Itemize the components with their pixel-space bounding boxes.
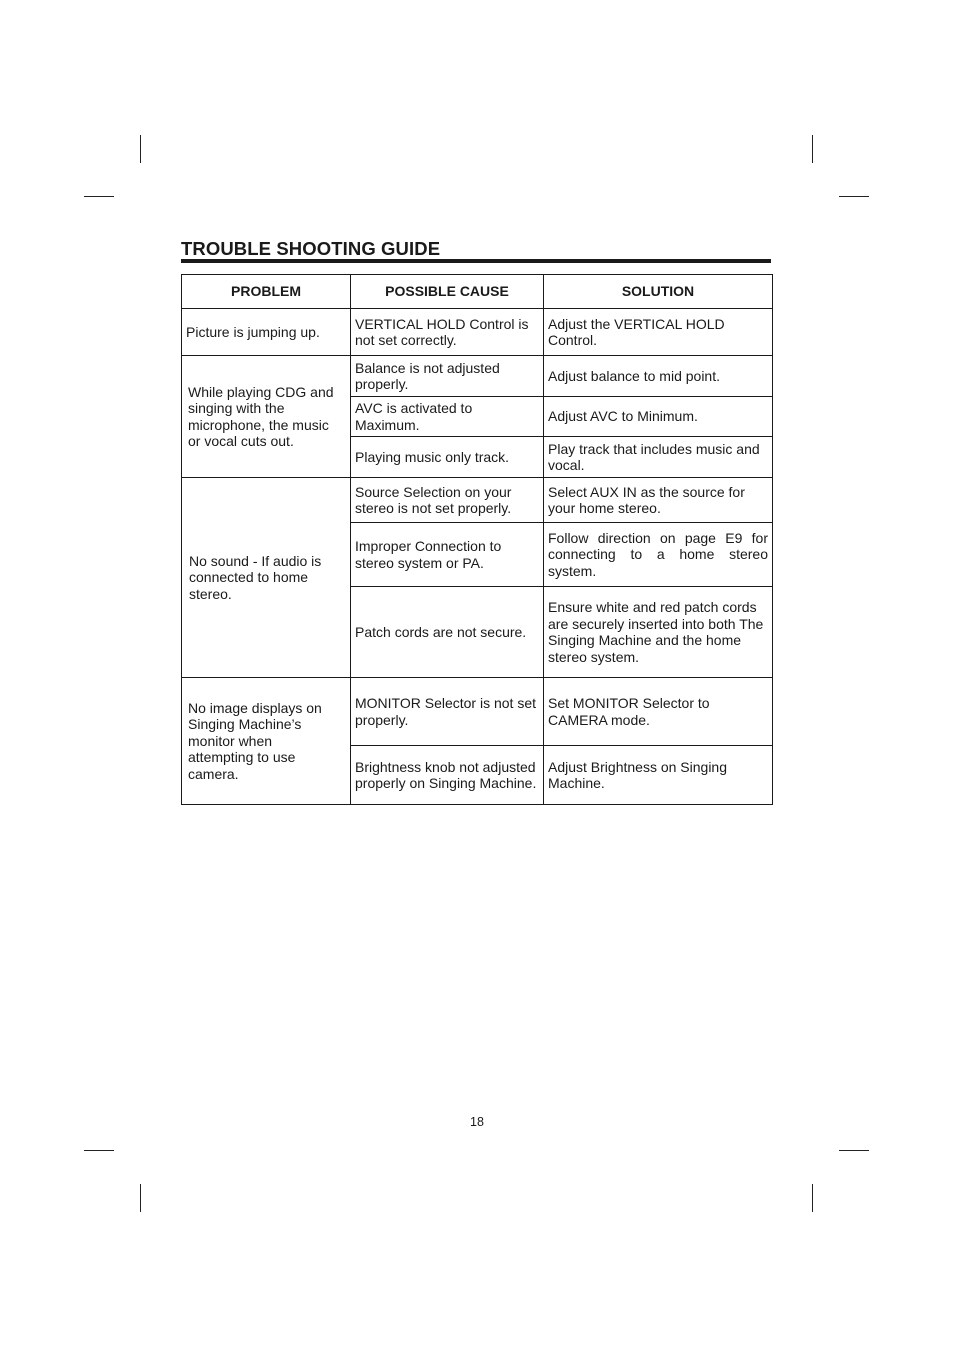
crop-mark [140,135,141,163]
troubleshooting-table [181,274,773,805]
solution-cell: Adjust AVC to Minimum. [544,397,773,437]
solution-cell: Ensure white and red patch cords are securely inserted into both The Singing Machine and the home stereo system. [544,587,773,678]
crop-mark [84,196,114,197]
header-possible-cause: POSSIBLE CAUSE [351,275,544,309]
page-number: 18 [470,1115,484,1129]
page-title: TROUBLE SHOOTING GUIDE [181,238,441,259]
cause-cell: Balance is not adjusted properly. [351,356,544,397]
table-row [182,356,773,397]
problem-cell: Picture is jumping up. [182,309,351,356]
cause-cell: Playing music only track. [351,437,544,478]
crop-mark [812,1184,813,1212]
solution-cell: Play track that includes music and vocal. [544,437,773,478]
title-rule [181,259,771,263]
table-header-row [182,275,773,309]
header-problem: PROBLEM [182,275,351,309]
solution-cell: Adjust balance to mid point. [544,356,773,397]
solution-cell: Follow direction on page E9 for connecting to a home stereo system. [544,523,773,587]
crop-mark [839,1150,869,1151]
cause-cell: Brightness knob not adjusted properly on Singing Machine. [351,746,544,805]
solution-cell: Set MONITOR Selector to CAMERA mode. [544,678,773,746]
problem-cell: No sound - If audio is connected to home stereo. [182,478,351,678]
solution-cell: Adjust Brightness on Singing Machine. [544,746,773,805]
solution-cell: Adjust the VERTICAL HOLD Control. [544,309,773,356]
crop-mark [84,1150,114,1151]
problem-cell: While playing CDG and singing with the microphone, the music or vocal cuts out. [182,356,351,478]
table-row [182,478,773,523]
cause-cell: Improper Connection to stereo system or PA. [351,523,544,587]
cause-cell: MONITOR Selector is not set properly. [351,678,544,746]
cause-cell: Patch cords are not secure. [351,587,544,678]
solution-cell: Select AUX IN as the source for your home stereo. [544,478,773,523]
crop-mark [812,135,813,163]
table-row [182,678,773,746]
problem-cell: No image displays on Singing Machine’s monitor when attempting to use camera. [182,678,351,805]
crop-mark [140,1184,141,1212]
cause-cell: AVC is activated to Maximum. [351,397,544,437]
cause-cell: VERTICAL HOLD Control is not set correctly. [351,309,544,356]
cause-cell: Source Selection on your stereo is not set properly. [351,478,544,523]
header-solution: SOLUTION [544,275,773,309]
table-row [182,309,773,356]
crop-mark [839,196,869,197]
